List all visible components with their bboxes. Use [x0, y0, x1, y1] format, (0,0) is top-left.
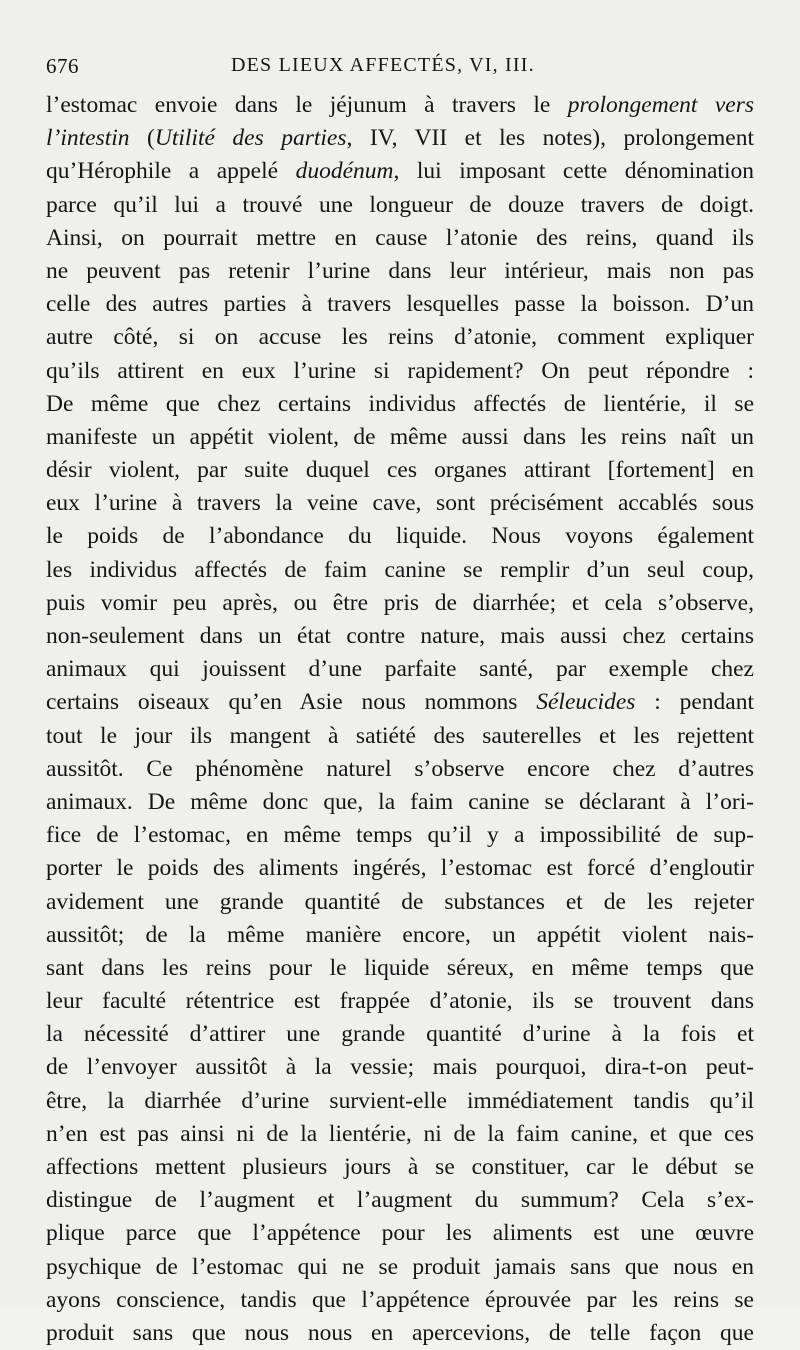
text-line — [46, 554, 754, 587]
text-segment: distingue de l’augment et l’augment du summum? Cela s’ex- — [46, 1187, 754, 1214]
text-line — [46, 189, 754, 222]
text-line — [46, 686, 754, 719]
text-line — [46, 355, 754, 388]
text-line — [46, 1251, 754, 1284]
text-line — [46, 1018, 754, 1051]
text-segment: de l’envoyer aussitôt à la vessie; mais pourquoi, dira-t-on peut- — [46, 1054, 754, 1081]
text-segment: porter le poids des aliments ingérés, l’estomac est forcé d’engloutir — [46, 855, 754, 882]
text-segment: l’estomac envoie dans le jéjunum à travers le — [46, 92, 568, 118]
text-line — [46, 421, 754, 454]
text-line — [46, 321, 754, 354]
italic-text: Séleucides — [536, 689, 636, 716]
text-line — [46, 388, 754, 421]
text-line — [46, 886, 754, 919]
text-segment: animaux qui jouissent d’une parfaite santé, par exemple chez — [46, 656, 754, 683]
page-number: 676 — [46, 54, 79, 78]
text-segment: la nécessité d’attirer une grande quantité d’urine à la fois et — [46, 1021, 754, 1048]
text-line — [46, 1118, 754, 1151]
text-line — [46, 620, 754, 653]
text-segment: fice de l’estomac, en même temps qu’il y a impossibilité de sup- — [46, 822, 754, 849]
text-segment: non-seulement dans un état contre nature, mais aussi chez certains — [46, 623, 754, 649]
text-line — [46, 720, 754, 753]
text-segment: être, la diarrhée d’urine survient-elle immédiatement tandis qu’il — [46, 1087, 754, 1114]
text-segment: leur faculté rétentrice est frappée d’atonie, ils se trouvent dans — [46, 988, 754, 1015]
text-line — [46, 255, 754, 288]
text-segment: eux l’urine à travers la veine cave, sont précisément accablés sous — [46, 490, 754, 517]
text-line — [46, 1284, 754, 1317]
text-segment: : pendant — [635, 689, 755, 716]
text-segment: plique parce que l’appétence pour les aliments est une œuvre — [46, 1220, 754, 1247]
text-line — [46, 653, 754, 686]
text-segment: n’en est pas ainsi ni de la lientérie, ni de la faim canine, et que ces — [46, 1120, 754, 1147]
text-segment: De même que chez certains individus affectés de lientérie, il se — [46, 390, 754, 417]
page-header — [46, 54, 756, 82]
text-line — [46, 1051, 754, 1084]
text-segment: tout le jour ils mangent à satiété des sauterelles et les rejettent — [46, 722, 754, 749]
text-line — [46, 1151, 754, 1184]
text-line — [46, 155, 754, 188]
text-line — [46, 919, 754, 952]
text-line — [46, 487, 754, 520]
text-line — [46, 1217, 754, 1250]
text-line — [46, 288, 754, 321]
text-line — [46, 1317, 754, 1350]
text-line — [46, 985, 754, 1018]
text-segment: qu’Hérophile a appelé — [46, 158, 296, 185]
text-segment: ( — [129, 125, 155, 152]
italic-text: duodénum — [295, 158, 394, 185]
text-line — [46, 1184, 754, 1217]
text-segment: les individus affectés de faim canine se remplir d’un seul coup, — [46, 556, 754, 583]
text-segment: affections mettent plusieurs jours à se constituer, car le début se — [46, 1154, 754, 1180]
text-line — [46, 222, 754, 255]
text-segment: , lui imposant cette dénomination — [393, 158, 754, 185]
text-segment: ne peuvent pas retenir l’urine dans leur intérieur, mais non pas — [46, 257, 754, 284]
text-segment: manifeste un appétit violent, de même aussi dans les reins naît un — [46, 423, 754, 450]
italic-text: prolongement vers — [567, 92, 754, 118]
text-line — [46, 786, 754, 819]
italic-text: Utilité des parties — [154, 125, 347, 152]
text-segment: le poids de l’abondance du liquide. Nous voyons également — [46, 523, 754, 550]
text-segment: aussitôt; de la même manière encore, un appétit violent nais- — [46, 921, 754, 948]
text-line — [46, 952, 754, 985]
body-text — [46, 89, 754, 1350]
text-segment: puis vomir peu après, ou être pris de diarrhée; et cela s’observe, — [46, 589, 754, 616]
text-segment: autre côté, si on accuse les reins d’atonie, comment expliquer — [46, 324, 754, 351]
text-segment: , IV, VII et les notes), prolongement — [346, 125, 754, 152]
text-segment: désir violent, par suite duquel ces organes attirant [fortement] en — [46, 457, 754, 484]
text-segment: sant dans les reins pour le liquide séreux, en même temps que — [46, 954, 754, 981]
text-line — [46, 753, 754, 786]
text-segment: ayons conscience, tandis que l’appétence éprouvée par les reins se — [46, 1286, 754, 1313]
text-segment: celle des autres parties à travers lesquelles passe la boisson. D’un — [46, 291, 754, 318]
text-segment: produit sans que nous nous en apercevions, de telle façon que — [46, 1319, 754, 1346]
text-line — [46, 587, 754, 620]
text-line — [46, 122, 754, 155]
text-segment: psychique de l’estomac qui ne se produit jamais sans que nous en — [46, 1253, 754, 1280]
text-line — [46, 89, 754, 122]
text-segment: avidement une grande quantité de substances et de les rejeter — [46, 888, 754, 915]
italic-text: l’intestin — [46, 125, 130, 152]
text-line — [46, 819, 754, 852]
running-title: DES LIEUX AFFECTÉS, VI, III. — [231, 54, 535, 76]
text-segment: animaux. De même donc que, la faim canine se déclarant à l’ori- — [46, 788, 754, 815]
text-segment: parce qu’il lui a trouvé une longueur de douze travers de doigt. — [46, 191, 754, 218]
text-line — [46, 852, 754, 885]
text-segment: qu’ils attirent en eux l’urine si rapidement? On peut répondre : — [46, 357, 754, 384]
text-line — [46, 1085, 754, 1118]
text-segment: certains oiseaux qu’en Asie nous nommons — [46, 689, 537, 716]
text-segment: Ainsi, on pourrait mettre en cause l’atonie des reins, quand ils — [46, 224, 754, 251]
text-line — [46, 454, 754, 487]
text-line — [46, 520, 754, 553]
text-segment: aussitôt. Ce phénomène naturel s’observe encore chez d’autres — [46, 755, 754, 782]
